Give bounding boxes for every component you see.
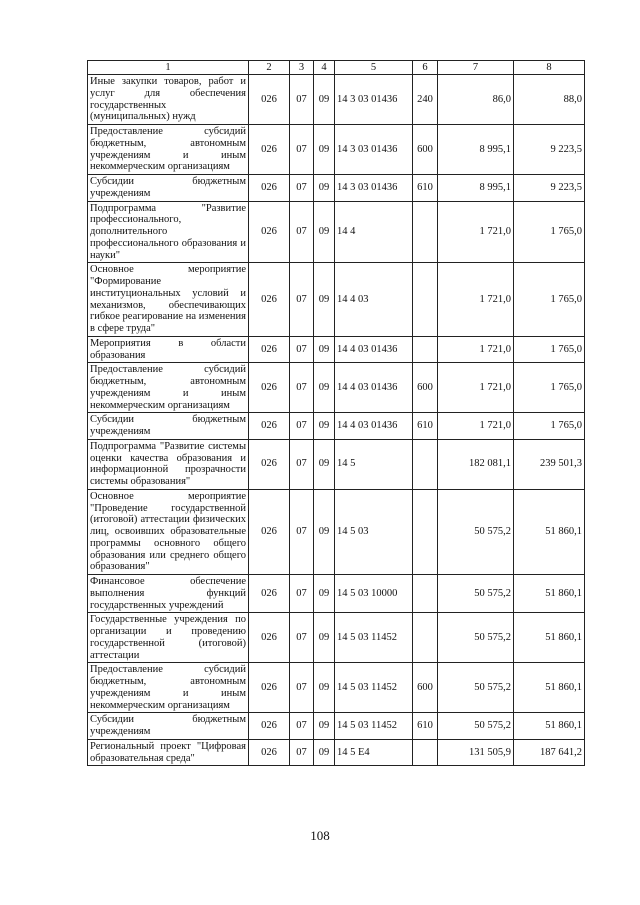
amount-year-2: 239 501,3 bbox=[514, 439, 585, 489]
amount-year-1: 1 721,0 bbox=[438, 363, 514, 413]
subsection-code: 09 bbox=[314, 201, 335, 263]
amount-year-2: 1 765,0 bbox=[514, 263, 585, 337]
expense-type-code: 600 bbox=[413, 663, 438, 713]
ministry-code: 026 bbox=[249, 175, 290, 202]
section-code: 07 bbox=[290, 713, 314, 740]
amount-year-2: 51 860,1 bbox=[514, 613, 585, 663]
amount-year-2: 51 860,1 bbox=[514, 575, 585, 613]
table-row bbox=[88, 363, 585, 413]
table-row bbox=[88, 575, 585, 613]
target-article-code: 14 3 03 01436 bbox=[335, 125, 413, 175]
item-name: Финансовое обеспечение выполнения функций государственных учреждений bbox=[88, 575, 249, 613]
target-article-code: 14 5 03 11452 bbox=[335, 663, 413, 713]
expense-type-code bbox=[413, 439, 438, 489]
section-code: 07 bbox=[290, 175, 314, 202]
expense-type-code: 240 bbox=[413, 75, 438, 125]
section-code: 07 bbox=[290, 413, 314, 440]
column-header-3: 3 bbox=[290, 61, 314, 75]
amount-year-2: 1 765,0 bbox=[514, 201, 585, 263]
expense-type-code bbox=[413, 739, 438, 766]
target-article-code: 14 4 03 01436 bbox=[335, 336, 413, 363]
table-row bbox=[88, 75, 585, 125]
target-article-code: 14 4 03 bbox=[335, 263, 413, 337]
column-header-8: 8 bbox=[514, 61, 585, 75]
ministry-code: 026 bbox=[249, 439, 290, 489]
section-code: 07 bbox=[290, 363, 314, 413]
section-code: 07 bbox=[290, 125, 314, 175]
item-name: Предоставление субсидий бюджетным, автономным учреждениям и иным некоммерческим организациям bbox=[88, 363, 249, 413]
section-code: 07 bbox=[290, 439, 314, 489]
amount-year-1: 1 721,0 bbox=[438, 263, 514, 337]
ministry-code: 026 bbox=[249, 125, 290, 175]
ministry-code: 026 bbox=[249, 663, 290, 713]
amount-year-2: 1 765,0 bbox=[514, 413, 585, 440]
subsection-code: 09 bbox=[314, 739, 335, 766]
table-row bbox=[88, 489, 585, 574]
table-row bbox=[88, 439, 585, 489]
subsection-code: 09 bbox=[314, 75, 335, 125]
target-article-code: 14 5 03 bbox=[335, 489, 413, 574]
item-name: Предоставление субсидий бюджетным, автономным учреждениям и иным некоммерческим организациям bbox=[88, 663, 249, 713]
amount-year-2: 9 223,5 bbox=[514, 175, 585, 202]
ministry-code: 026 bbox=[249, 263, 290, 337]
amount-year-2: 1 765,0 bbox=[514, 363, 585, 413]
table-row bbox=[88, 663, 585, 713]
subsection-code: 09 bbox=[314, 363, 335, 413]
item-name: Иные закупки товаров, работ и услуг для обеспечения государственных (муниципальных) нужд bbox=[88, 75, 249, 125]
column-header-6: 6 bbox=[413, 61, 438, 75]
section-code: 07 bbox=[290, 75, 314, 125]
target-article-code: 14 5 bbox=[335, 439, 413, 489]
table-row bbox=[88, 125, 585, 175]
subsection-code: 09 bbox=[314, 489, 335, 574]
ministry-code: 026 bbox=[249, 575, 290, 613]
table-row bbox=[88, 175, 585, 202]
item-name: Основное мероприятие "Проведение государственной (итоговой) аттестации физических лиц, освоивших образовательные программы основного общего образования или среднего общего образования" bbox=[88, 489, 249, 574]
subsection-code: 09 bbox=[314, 336, 335, 363]
target-article-code: 14 5 03 10000 bbox=[335, 575, 413, 613]
column-header-4: 4 bbox=[314, 61, 335, 75]
column-header-2: 2 bbox=[249, 61, 290, 75]
item-name: Подпрограмма "Развитие системы оценки качества образования и информационной прозрачности системы образования" bbox=[88, 439, 249, 489]
page-number: 108 bbox=[310, 828, 330, 843]
ministry-code: 026 bbox=[249, 489, 290, 574]
amount-year-1: 8 995,1 bbox=[438, 125, 514, 175]
subsection-code: 09 bbox=[314, 613, 335, 663]
item-name: Мероприятия в области образования bbox=[88, 336, 249, 363]
item-name: Региональный проект "Цифровая образовательная среда" bbox=[88, 739, 249, 766]
section-code: 07 bbox=[290, 663, 314, 713]
expense-type-code: 610 bbox=[413, 713, 438, 740]
table-row bbox=[88, 201, 585, 263]
item-name: Субсидии бюджетным учреждениям bbox=[88, 175, 249, 202]
ministry-code: 026 bbox=[249, 363, 290, 413]
amount-year-2: 1 765,0 bbox=[514, 336, 585, 363]
target-article-code: 14 5 03 11452 bbox=[335, 613, 413, 663]
amount-year-1: 182 081,1 bbox=[438, 439, 514, 489]
amount-year-1: 50 575,2 bbox=[438, 663, 514, 713]
amount-year-2: 9 223,5 bbox=[514, 125, 585, 175]
subsection-code: 09 bbox=[314, 125, 335, 175]
amount-year-2: 51 860,1 bbox=[514, 713, 585, 740]
item-name: Предоставление субсидий бюджетным, автономным учреждениям и иным некоммерческим организациям bbox=[88, 125, 249, 175]
amount-year-1: 131 505,9 bbox=[438, 739, 514, 766]
amount-year-1: 1 721,0 bbox=[438, 336, 514, 363]
amount-year-1: 50 575,2 bbox=[438, 713, 514, 740]
target-article-code: 14 3 03 01436 bbox=[335, 75, 413, 125]
expense-type-code: 610 bbox=[413, 413, 438, 440]
amount-year-1: 86,0 bbox=[438, 75, 514, 125]
amount-year-2: 88,0 bbox=[514, 75, 585, 125]
section-code: 07 bbox=[290, 613, 314, 663]
amount-year-2: 187 641,2 bbox=[514, 739, 585, 766]
amount-year-1: 50 575,2 bbox=[438, 613, 514, 663]
item-name: Основное мероприятие "Формирование институциональных условий и механизмов, обеспечивающих гибкое реагирование на изменения в сфере труда" bbox=[88, 263, 249, 337]
ministry-code: 026 bbox=[249, 613, 290, 663]
target-article-code: 14 4 03 01436 bbox=[335, 363, 413, 413]
target-article-code: 14 4 03 01436 bbox=[335, 413, 413, 440]
ministry-code: 026 bbox=[249, 75, 290, 125]
section-code: 07 bbox=[290, 489, 314, 574]
budget-table bbox=[87, 60, 585, 766]
ministry-code: 026 bbox=[249, 201, 290, 263]
table-row bbox=[88, 263, 585, 337]
target-article-code: 14 5 E4 bbox=[335, 739, 413, 766]
subsection-code: 09 bbox=[314, 713, 335, 740]
expense-type-code bbox=[413, 489, 438, 574]
target-article-code: 14 5 03 11452 bbox=[335, 713, 413, 740]
ministry-code: 026 bbox=[249, 336, 290, 363]
ministry-code: 026 bbox=[249, 413, 290, 440]
section-code: 07 bbox=[290, 263, 314, 337]
table-row bbox=[88, 413, 585, 440]
table-row bbox=[88, 713, 585, 740]
expense-type-code: 600 bbox=[413, 125, 438, 175]
subsection-code: 09 bbox=[314, 413, 335, 440]
subsection-code: 09 bbox=[314, 439, 335, 489]
subsection-code: 09 bbox=[314, 175, 335, 202]
expense-type-code bbox=[413, 575, 438, 613]
subsection-code: 09 bbox=[314, 263, 335, 337]
table-row bbox=[88, 613, 585, 663]
table-row bbox=[88, 739, 585, 766]
table-header-row bbox=[88, 61, 585, 75]
expense-type-code: 600 bbox=[413, 363, 438, 413]
subsection-code: 09 bbox=[314, 575, 335, 613]
target-article-code: 14 3 03 01436 bbox=[335, 175, 413, 202]
expense-type-code bbox=[413, 613, 438, 663]
item-name: Субсидии бюджетным учреждениям bbox=[88, 713, 249, 740]
expense-type-code bbox=[413, 201, 438, 263]
target-article-code: 14 4 bbox=[335, 201, 413, 263]
table-row bbox=[88, 336, 585, 363]
amount-year-1: 8 995,1 bbox=[438, 175, 514, 202]
column-header-5: 5 bbox=[335, 61, 413, 75]
item-name: Субсидии бюджетным учреждениям bbox=[88, 413, 249, 440]
amount-year-2: 51 860,1 bbox=[514, 489, 585, 574]
ministry-code: 026 bbox=[249, 739, 290, 766]
section-code: 07 bbox=[290, 336, 314, 363]
amount-year-1: 50 575,2 bbox=[438, 575, 514, 613]
item-name: Подпрограмма "Развитие профессионального, дополнительного профессионального образования и науки" bbox=[88, 201, 249, 263]
column-header-1: 1 bbox=[88, 61, 249, 75]
expense-type-code bbox=[413, 336, 438, 363]
section-code: 07 bbox=[290, 575, 314, 613]
table-body bbox=[88, 75, 585, 766]
item-name: Государственные учреждения по организации и проведению государственной (итоговой) аттестации bbox=[88, 613, 249, 663]
amount-year-1: 50 575,2 bbox=[438, 489, 514, 574]
ministry-code: 026 bbox=[249, 713, 290, 740]
amount-year-1: 1 721,0 bbox=[438, 413, 514, 440]
expense-type-code bbox=[413, 263, 438, 337]
section-code: 07 bbox=[290, 739, 314, 766]
expense-type-code: 610 bbox=[413, 175, 438, 202]
subsection-code: 09 bbox=[314, 663, 335, 713]
amount-year-2: 51 860,1 bbox=[514, 663, 585, 713]
amount-year-1: 1 721,0 bbox=[438, 201, 514, 263]
section-code: 07 bbox=[290, 201, 314, 263]
column-header-7: 7 bbox=[438, 61, 514, 75]
